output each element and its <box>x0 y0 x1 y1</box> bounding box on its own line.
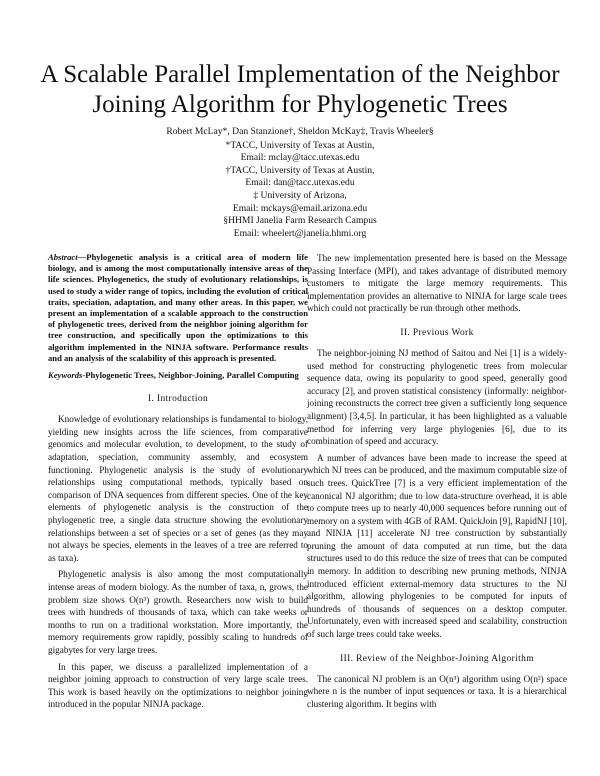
abstract <box>48 252 308 364</box>
title-line: Joining Algorithm for Phylogenetic Trees <box>92 91 508 118</box>
affiliation-line: †TACC, University of Texas at Austin, <box>225 164 375 176</box>
affiliation-email: Email: dan@tacc.utexas.edu <box>245 177 355 189</box>
affiliation-line: ‡ University of Arizona, <box>253 189 347 201</box>
paragraph: The new implementation presented here is based on the Message Passing Interface (MPI), and takes advantage of distributed memory customers to mitigate the large memory requirements. This implementation provides an alternative to NINJA for large scale trees which could not practically be run through other methods. <box>307 253 567 314</box>
abstract-lead: Abstract <box>48 252 78 262</box>
keywords-lead: Keywords <box>48 370 83 381</box>
left-column <box>48 252 308 715</box>
paragraph: A number of advances have been made to increase the speed at which NJ trees can be produced, and the maximum computable size of such trees. QuickTree [7] is a very efficient implementation of the canonical NJ algorithm; due to low data-structure overhead, it is able to compute trees up to nearly 40,000 sequences before running out of memory on a system with 4GB of RAM. QuickJoin [9], RapidNJ [10], and NINJA [11] accelerate NJ tree construction by substantially pruning the amount of data computed at run time, but the data structures used to do this reduce the size of trees that can be computed in memory. In addition to describing new pruning methods, NINJA introduced efficient external-memory data structures to the NJ algorithm, allowing phylogenies to be computed for inputs of hundreds of thousands of sequences on a desktop computer. Unfortunately, even with increased speed and scalability, construction of such large trees could take weeks. <box>307 452 567 640</box>
affiliation-email: Email: wheelert@janelia.hhmi.org <box>233 227 367 239</box>
section-heading-previous-work: II. Previous Work <box>400 327 474 338</box>
affiliation-email: Email: mclay@tacc.utexas.edu <box>240 152 360 164</box>
abstract-text: —Phylogenetic analysis is a critical area of modern life biology, and is among the most computationally intensive areas of the life sciences. Phylogenetics, the study of evolutionary relationships, is used to study a wider range of topics, including the evolution of critical traits, speciation, adaptation, and many other areas. In this paper, we present an implementation of a scalable approach to the construction of phylogenetic trees, derived from the neighbor joining algorithm for tree construction, and specifically upon the optimizations to this algorithm implemented in the NINJA software. Performance results and an analysis of the scalability of this approach is presented. <box>48 252 308 363</box>
paragraph: Phylogenetic analysis is also among the most computationally intense areas of modern biology. As the number of taxa, n, grows, the problem size shows O(n³) growth. Researchers now wish to build trees with hundreds of thousands of taxa, which can take weeks or months to run on a traditional workstation. More importantly, the memory requirements grow rapidly, possibly scaling to hundreds of gigabytes for very large trees. <box>48 569 308 655</box>
affiliation-line: *TACC, University of Texas at Austin, <box>225 139 375 151</box>
paragraph: The neighbor-joining NJ method of Saitou and Nei [1] is a widely-used method for constructing phylogenetic trees from molecular sequence data, owing its popularity to good speed, generally good accuracy [2], and proven statistical consistency (informally: neighbor-joining reconstructs the correct tree given a sufficiently long sequence alignment) [3,4,5]. In particular, it has been highlighted as a valuable method for inferring very large phylogenies [6], due to its combination of speed and accuracy. <box>307 347 567 447</box>
title-line: A Scalable Parallel Implementation of the Neighbor <box>40 61 560 88</box>
paragraph: Knowledge of evolutionary relationships is fundamental to biology, yielding new insights across the life sciences, from comparative genomics and molecular evolution, to development, to the study of adaptation, speciation, community assembly, and ecosystem functioning. Phylogenetic analysis is the study of evolutionary relationships using computational methods, typically based on comparison of DNA sequences from different species. One of the key elements of phylogenetic analysis is the construction of the phylogenetic tree, a single data structure showing the evolutionary relationships between a set of species or a set of genes (as they may not always be species, elements in the leaves of a tree are referred to as taxa). <box>48 414 308 563</box>
affiliation-email: Email: mckays@email.arizona.edu <box>232 202 368 214</box>
section-heading-review: III. Review of the Neighbor-Joining Algorithm <box>340 653 534 664</box>
paragraph: In this paper, we discuss a parallelized implementation of a neighbor joining approach to construction of very large scale trees. This work is based heavily on the optimizations to neighbor joining introduced in the popular NINJA package. <box>48 661 308 710</box>
author-names: Robert McLay*, Dan Stanzione†, Sheldon McKay‡, Travis Wheeler§ <box>166 126 434 137</box>
affiliation-line: §HHMI Janelia Farm Research Campus <box>223 215 377 227</box>
paragraph: The canonical NJ problem is an O(n³) algorithm using O(n²) space where n is the number of input sequences or taxa. It is a hierarchical clustering algorithm. It begins with <box>307 673 567 709</box>
keywords <box>48 370 308 381</box>
author-block <box>80 126 520 240</box>
paper-title <box>30 60 570 120</box>
keywords-text: -Phylogenetic Trees, Neighbor-Joining, Parallel Computing <box>82 370 299 381</box>
right-column <box>307 252 567 714</box>
section-heading-introduction: I. Introduction <box>147 394 209 405</box>
